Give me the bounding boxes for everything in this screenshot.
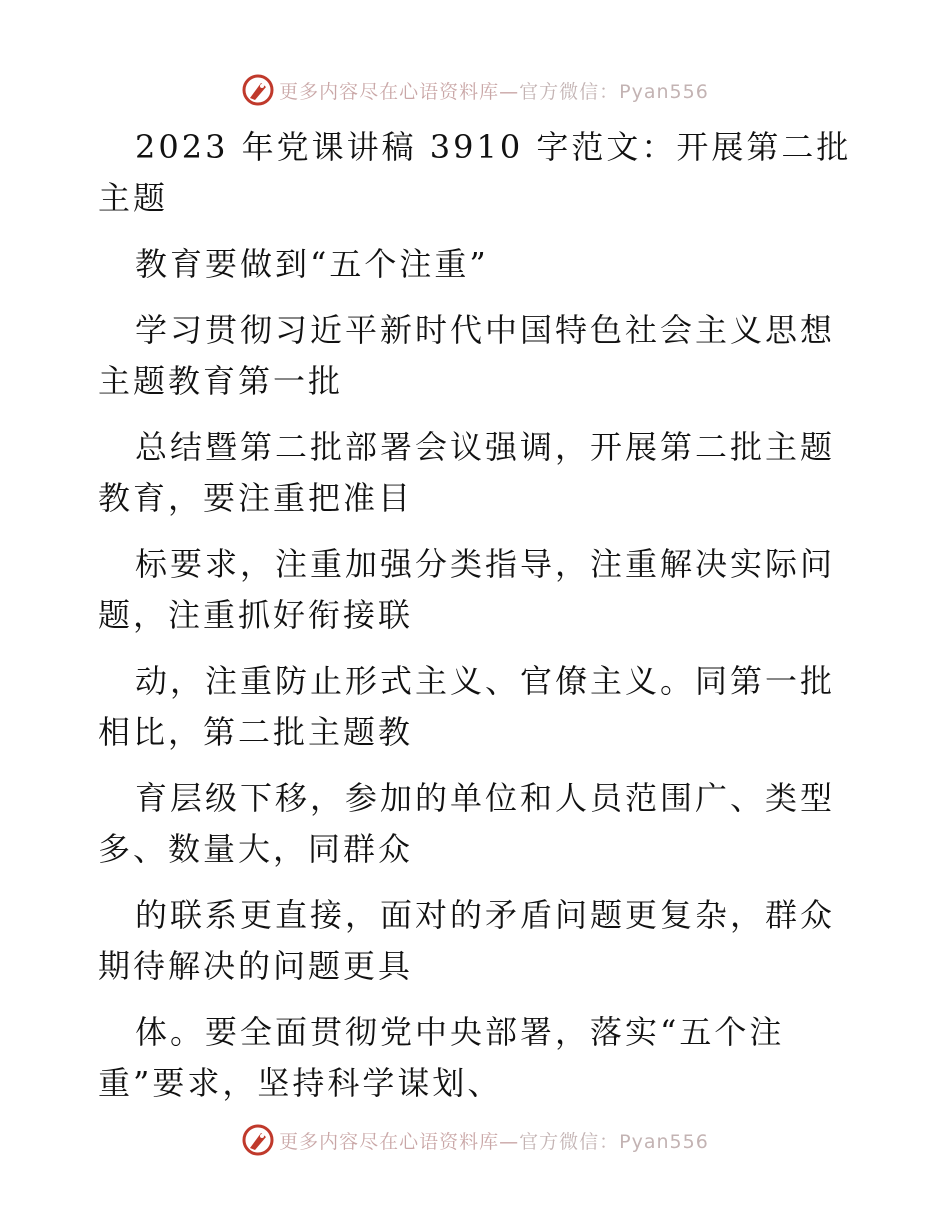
pen-nib-logo-icon	[241, 1123, 275, 1157]
footer-promo	[279, 1127, 709, 1154]
paragraph: 总结暨第二批部署会议强调，开展第二批主题教育，要注重把准目	[98, 428, 836, 517]
paragraph: 育层级下移，参加的单位和人员范围广、类型多、数量大，同群众	[98, 779, 836, 868]
footer-promo-text: 更多内容尽在心语资料库	[279, 1130, 500, 1153]
footer-banner	[0, 1120, 950, 1160]
footer-wechat-text: 官方微信：Pyan556	[519, 1130, 709, 1153]
header-promo	[279, 77, 709, 104]
paragraph: 体。要全面贯彻党中央部署，落实“五个注重”要求，坚持科学谋划、	[98, 1013, 785, 1102]
pen-nib-logo-icon	[241, 73, 275, 107]
paragraph: 的联系更直接，面对的矛盾问题更复杂，群众期待解决的问题更具	[98, 896, 836, 985]
paragraph: 标要求，注重加强分类指导，注重解决实际问题，注重抓好衔接联	[98, 545, 836, 634]
footer-separator: —	[499, 1130, 520, 1153]
header-separator: —	[499, 80, 520, 103]
document-title: 2023 年党课讲稿 3910 字范文：开展第二批主题	[98, 128, 852, 217]
paragraph: 教育要做到“五个注重”	[135, 245, 489, 283]
header-promo-text: 更多内容尽在心语资料库	[279, 80, 500, 103]
paragraph: 学习贯彻习近平新时代中国特色社会主义思想主题教育第一批	[98, 311, 836, 400]
document-body	[98, 122, 858, 1124]
header-wechat-text: 官方微信：Pyan556	[519, 80, 709, 103]
paragraph: 动，注重防止形式主义、官僚主义。同第一批相比，第二批主题教	[98, 662, 836, 751]
header-banner	[0, 70, 950, 110]
